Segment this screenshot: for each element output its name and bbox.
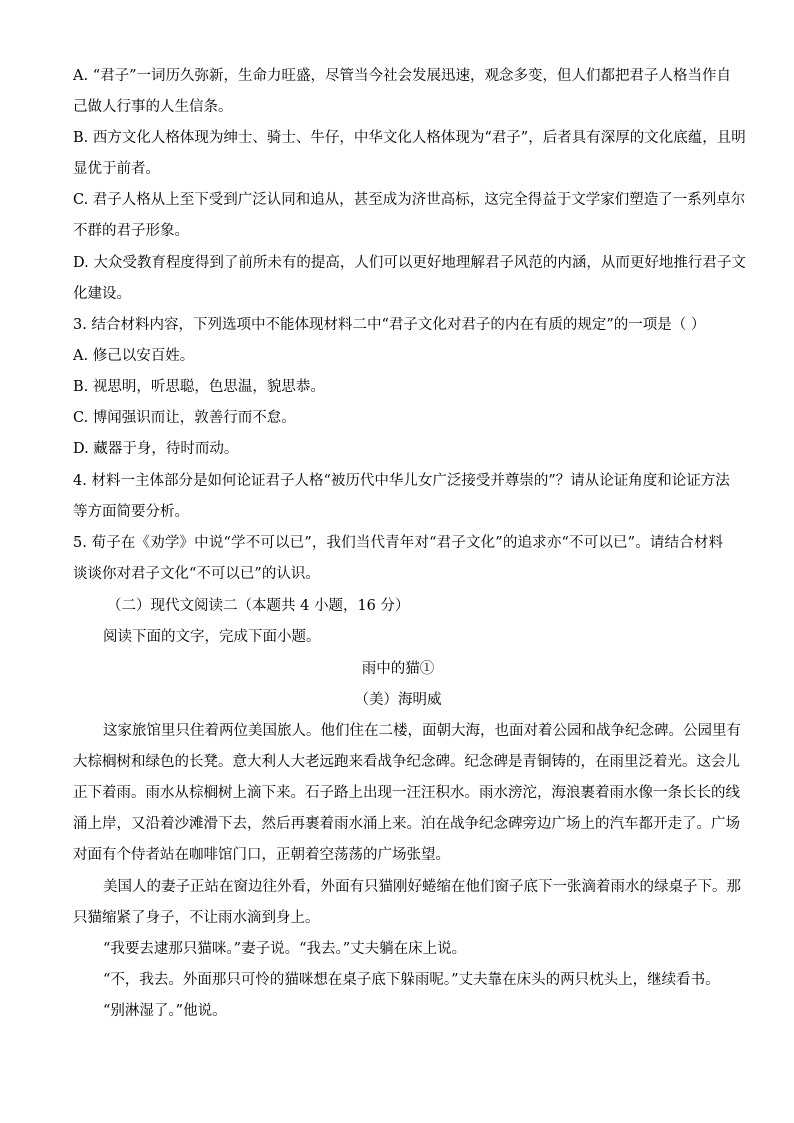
option-c-line-1: C. 君子人格从上至下受到广泛认同和追从，甚至成为济世高标，这完全得益于文学家们塑造了一系列卓尔: [73, 192, 746, 208]
paragraph-2-line-1: 美国人的妻子正站在窗边往外看，外面有只猫刚好蜷缩在他们窗子底下一张滴着雨水的绿桌子下。那: [103, 879, 741, 895]
paragraph-1-line-1: 这家旅馆里只住着两位美国旅人。他们住在二楼，面朝大海，也面对着公园和战争纪念碑。公园里有: [103, 723, 741, 739]
question-3-option-a: A. 修己以安百姓。: [73, 348, 195, 364]
option-b-line-1: B. 西方文化人格体现为绅士、骑士、牛仔，中华文化人格体现为“君子”，后者具有深厚的文化底蕴，且明: [73, 130, 746, 146]
paragraph-4: “不，我去。外面那只可怜的猫咪想在桌子底下躲雨呢。”丈夫靠在床头的两只枕头上，继续看书。: [103, 972, 720, 988]
paragraph-1-line-3: 正下着雨。雨水从棕榈树上滴下来。石子路上出现一汪汪积水。雨水滂沱，海浪裹着雨水像一条长长的线: [73, 785, 740, 801]
option-d-line-2: 化建设。: [73, 286, 131, 302]
option-d-line-1: D. 大众受教育程度得到了前所未有的提高，人们可以更好地理解君子风范的内涵，从而更好地推行君子文: [73, 255, 746, 271]
question-3-option-b: B. 视思明，听思聪，色思温，貌思恭。: [73, 379, 325, 395]
paragraph-1-line-4: 涌上岸，又沿着沙滩滑下去，然后再裹着雨水涌上来。泊在战争纪念碑旁边广场上的汽车都开走了。广场: [73, 816, 740, 832]
question-3-stem: 3. 结合材料内容，下列选项中不能体现材料二中“君子文化对君子的内在有质的规定”的一项是（ ）: [73, 317, 706, 333]
option-a-line-1: A. “君子”一词历久弥新，生命力旺盛，尽管当今社会发展迅速，观念多变，但人们都把君子人格当作自: [73, 68, 732, 84]
question-3-option-d: D. 藏器于身，待时而动。: [73, 441, 239, 457]
paragraph-1-line-5: 对面有个侍者站在咖啡馆门口，正朝着空荡荡的广场张望。: [73, 847, 450, 863]
question-5-line-1: 5. 荀子在《劝学》中说“学不可以已”，我们当代青年对“君子文化”的追求亦“不可以已”。请结合材料: [73, 535, 723, 551]
option-b-line-2: 显优于前者。: [73, 161, 160, 177]
option-c-line-2: 不群的君子形象。: [73, 223, 189, 239]
paragraph-3: “我要去逮那只猫咪。”妻子说。“我去。”丈夫躺在床上说。: [103, 941, 467, 957]
question-4-line-2: 等方面简要分析。: [73, 504, 189, 520]
section-heading: （二）现代文阅读二（本题共 4 小题，16 分）: [107, 598, 410, 614]
option-a-line-2: 己做人行事的人生信条。: [73, 99, 233, 115]
question-3-option-c: C. 博闻强识而让，敦善行而不怠。: [73, 410, 296, 426]
question-5-line-2: 谈谈你对君子文化“不可以已”的认识。: [73, 566, 320, 582]
article-author: （美）海明威: [354, 692, 442, 708]
question-4-line-1: 4. 材料一主体部分是如何论证君子人格“被历代中华儿女广泛接受并尊崇的”？请从论证角度和论证方法: [73, 473, 730, 489]
paragraph-1-line-2: 大棕榈树和绿色的长凳。意大利人大老远跑来看战争纪念碑。纪念碑是青铜铸的，在雨里泛着光。这会儿: [73, 754, 740, 770]
section-instruction: 阅读下面的文字，完成下面小题。: [103, 629, 321, 645]
paragraph-5: “别淋湿了。”他说。: [103, 1003, 227, 1019]
article-title: 雨中的猫①: [361, 661, 435, 677]
paragraph-2-line-2: 只猫缩紧了身子，不让雨水滴到身上。: [73, 910, 320, 926]
